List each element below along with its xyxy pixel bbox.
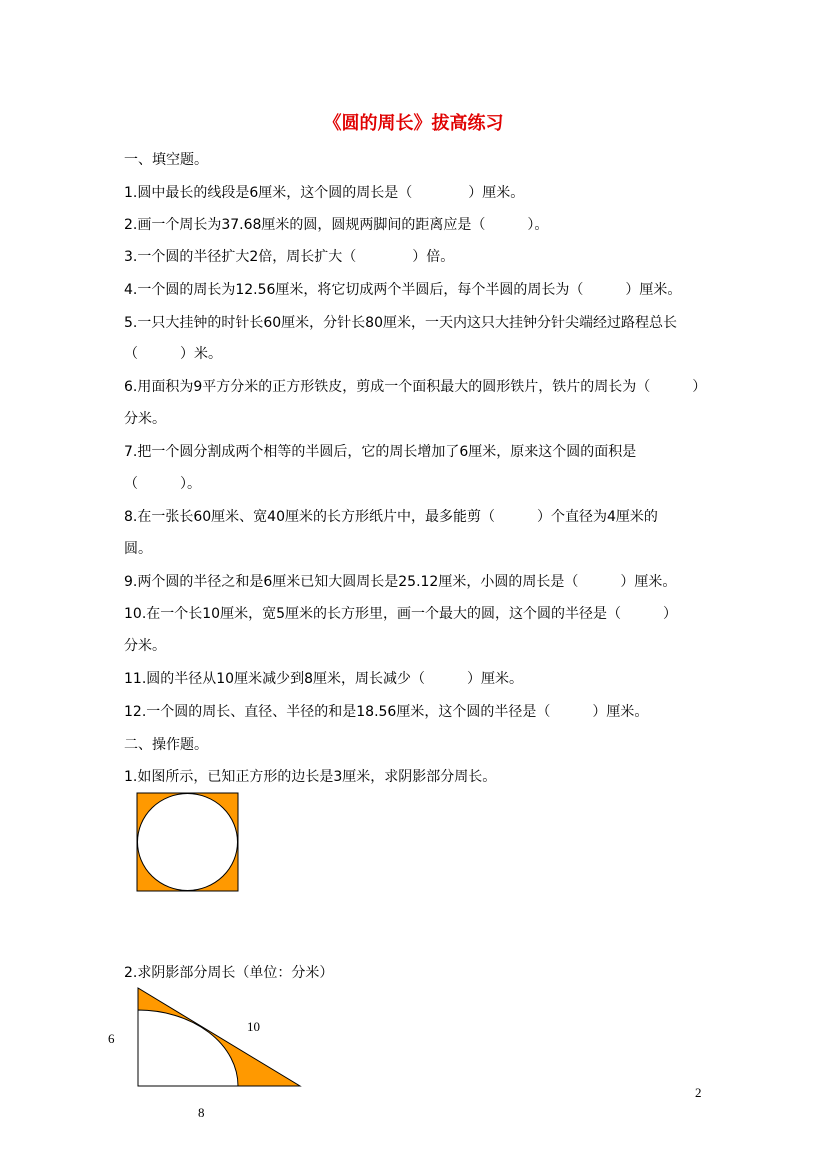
question-3: 3.一个圆的半径扩大2倍，周长扩大（ ）倍。 — [124, 249, 455, 265]
figure-2-base-label: 8 — [198, 1105, 205, 1120]
question-5-line-2: （ ）米。 — [124, 346, 222, 362]
page-title: 《圆的周长》拔高练习 — [323, 113, 504, 134]
question-1: 1.圆中最长的线段是6厘米，这个圆的周长是（ ）厘米。 — [124, 185, 525, 201]
section-heading-operation: 二、操作题。 — [124, 737, 208, 753]
figure-triangle-quarter-circle — [130, 985, 305, 1090]
question-10-line-1: 10.在一个长10厘米，宽5厘米的长方形里，画一个最大的圆，这个圆的半径是（ ） — [124, 606, 677, 622]
figure-2-height-label: 6 — [108, 1031, 115, 1046]
question-8-line-1: 8.在一张长60厘米、宽40厘米的长方形纸片中，最多能剪（ ）个直径为4厘米的 — [124, 509, 658, 525]
question-8-line-2: 圆。 — [124, 541, 152, 557]
question-11: 11.圆的半径从10厘米减少到8厘米，周长减少（ ）厘米。 — [124, 671, 523, 687]
inscribed-circle-shape — [138, 794, 238, 891]
page-number: 2 — [695, 1085, 702, 1100]
quarter-circle-shape — [138, 1010, 238, 1086]
section-heading-fill-blank: 一、填空题。 — [124, 152, 208, 168]
question-5-line-1: 5.一只大挂钟的时针长60厘米，分针长80厘米，一天内这只大挂钟分针尖端经过路程总长 — [124, 315, 677, 331]
question-6-line-2: 分米。 — [124, 411, 166, 427]
question-4: 4.一个圆的周长为12.56厘米，将它切成两个半圆后，每个半圆的周长为（ ）厘米。 — [124, 282, 682, 298]
question-7-line-1: 7.把一个圆分割成两个相等的半圆后，它的周长增加了6厘米，原来这个圆的面积是 — [124, 444, 637, 460]
figure-square-circle — [136, 792, 240, 893]
question-10-line-2: 分米。 — [124, 638, 166, 654]
question-12: 12.一个圆的周长、直径、半径的和是18.56厘米，这个圆的半径是（ ）厘米。 — [124, 704, 649, 720]
question-2: 2.画一个周长为37.68厘米的圆，圆规两脚间的距离应是（ ）。 — [124, 217, 549, 233]
operation-question-1: 1.如图所示，已知正方形的边长是3厘米，求阴影部分周长。 — [124, 769, 497, 785]
question-9: 9.两个圆的半径之和是6厘米已知大圆周长是25.12厘米，小圆的周长是（ ）厘米。 — [124, 574, 677, 590]
question-7-line-2: （ ）。 — [124, 476, 201, 492]
figure-2-hypotenuse-label: 10 — [247, 1019, 260, 1034]
operation-question-2: 2.求阴影部分周长（单位：分米） — [124, 965, 334, 981]
question-6-line-1: 6.用面积为9平方分米的正方形铁皮，剪成一个面积最大的圆形铁片，铁片的周长为（ ） — [124, 379, 707, 395]
